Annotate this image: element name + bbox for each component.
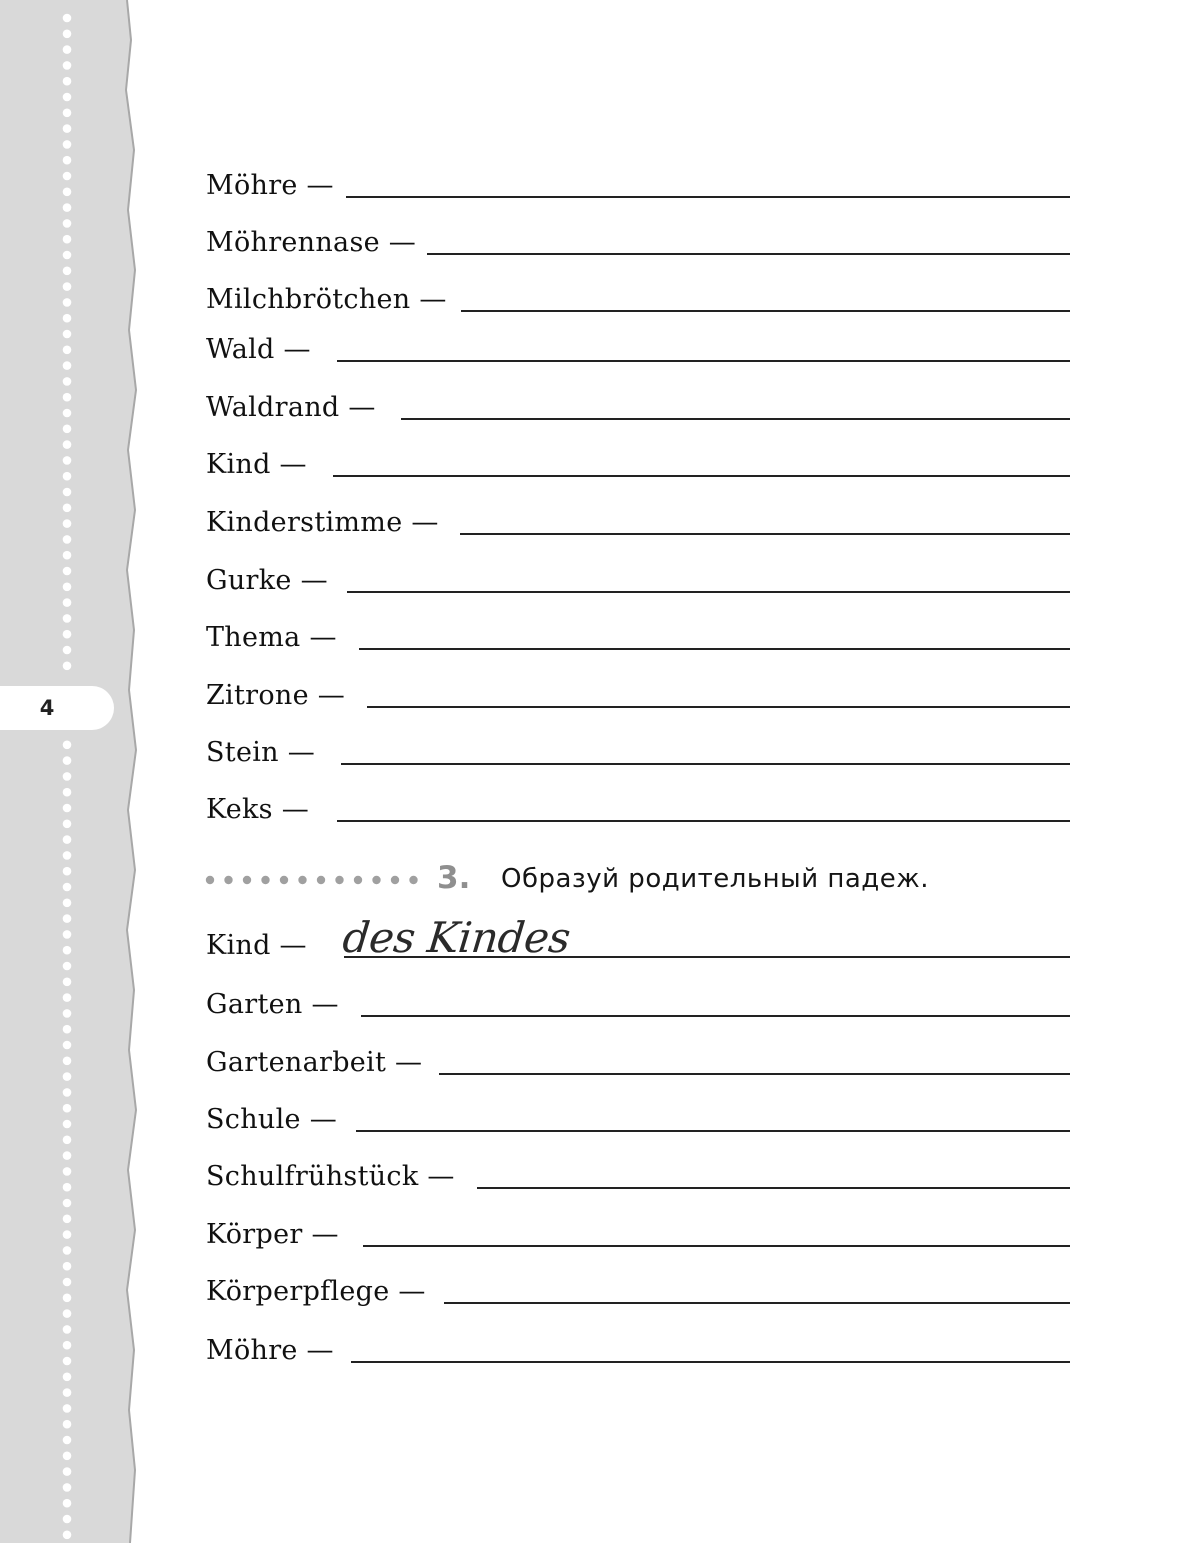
word-label: Gurke — (206, 565, 328, 596)
perforation-dot (63, 1230, 72, 1239)
perforation-dot (63, 899, 72, 908)
perforation-dot (63, 235, 72, 244)
perforation-dot (63, 851, 72, 860)
perforation-dot (63, 393, 72, 402)
task-dots-decoration (205, 875, 430, 885)
answer-line[interactable] (346, 196, 1070, 198)
answer-line[interactable] (347, 591, 1070, 593)
word-label: Thema — (206, 622, 337, 653)
task-dot (335, 876, 343, 884)
perforation-dot (63, 124, 72, 133)
perforation-dot (63, 1041, 72, 1050)
answer-line[interactable] (341, 763, 1070, 765)
perforation-dot (63, 488, 72, 497)
answer-line[interactable] (356, 1130, 1070, 1132)
handwritten-answer: des Kindes (340, 913, 573, 962)
perforation-dot (63, 1294, 72, 1303)
perforation-dot (63, 219, 72, 228)
perforation-dot (63, 346, 72, 355)
word-label: Möhre — (206, 170, 334, 201)
perforation-dot (63, 583, 72, 592)
perforation-dot (63, 1167, 72, 1176)
perforation-dot (63, 1199, 72, 1208)
word-label: Milchbrötchen — (206, 284, 447, 315)
task-dot (391, 876, 399, 884)
perforation-dot (63, 203, 72, 212)
perforation-dot (63, 140, 72, 149)
word-label: Schulfrühstück — (206, 1161, 455, 1192)
perforation-dot (63, 1215, 72, 1224)
answer-line[interactable] (401, 418, 1070, 420)
perforation-dot (63, 172, 72, 181)
perforation-dot (63, 251, 72, 260)
task-dot (224, 876, 232, 884)
perforation-dot (63, 1104, 72, 1113)
perforation-dot (63, 61, 72, 70)
answer-line[interactable] (363, 1245, 1070, 1247)
answer-line[interactable] (333, 475, 1070, 477)
perforation-dot (63, 188, 72, 197)
perforation-dot (63, 1483, 72, 1492)
exercise-row (206, 1266, 1070, 1312)
exercise-row (206, 784, 1070, 830)
perforation-dot (63, 1452, 72, 1461)
perforation-dot (63, 883, 72, 892)
perforation-dot (63, 377, 72, 386)
perforation-dot (63, 1136, 72, 1145)
perforation-dot (63, 1325, 72, 1334)
page-number: 4 (39, 696, 55, 720)
answer-line[interactable] (439, 1073, 1070, 1075)
perforation-dot (63, 440, 72, 449)
perforation-dot (63, 45, 72, 54)
perforation-dot (63, 1025, 72, 1034)
perforation-dot (63, 646, 72, 655)
perforation-dot (63, 978, 72, 987)
word-label: Möhrennase — (206, 227, 417, 258)
answer-line[interactable] (427, 253, 1070, 255)
word-label: Körperpflege — (206, 1276, 426, 1307)
answer-line[interactable] (444, 1302, 1070, 1304)
perforation-dot (63, 1373, 72, 1382)
task-dot (317, 876, 325, 884)
perforation-dot (63, 551, 72, 560)
exercise-row (206, 274, 1070, 320)
perforation-dot (63, 630, 72, 639)
perforation-dot (63, 1341, 72, 1350)
perforation-dot (63, 914, 72, 923)
perforation-dot (63, 867, 72, 876)
perforation-dot (63, 1420, 72, 1429)
perforation-dot (63, 993, 72, 1002)
word-label: Wald — (206, 334, 311, 365)
word-label: Kind — (206, 449, 307, 480)
perforation-dot (63, 77, 72, 86)
perforation-dot (63, 1309, 72, 1318)
word-label: Keks — (206, 794, 310, 825)
perforation-dot (63, 930, 72, 939)
perforation-dot (63, 1072, 72, 1081)
task-dot (243, 876, 251, 884)
perforation-dot (63, 1436, 72, 1445)
exercise-row (206, 670, 1070, 716)
perforation-dot (63, 614, 72, 623)
perforation-dot (63, 30, 72, 39)
perforation-dot (63, 109, 72, 118)
word-label: Schule — (206, 1104, 337, 1135)
exercise-row (206, 979, 1070, 1025)
task-dot (372, 876, 380, 884)
answer-line[interactable] (337, 360, 1070, 362)
perforation-dot (63, 1183, 72, 1192)
perforation-dot (63, 1057, 72, 1066)
task-3-header (205, 858, 1085, 902)
perforation-dot (63, 662, 72, 671)
perforation-dot (63, 1246, 72, 1255)
perforation-dot (63, 425, 72, 434)
exercise-row (206, 324, 1070, 370)
perforation-dot (63, 804, 72, 813)
perforation-dot (63, 1151, 72, 1160)
perforation-dot (63, 1531, 72, 1540)
perforation-dot (63, 282, 72, 291)
perforation-dot (63, 756, 72, 765)
perforation-dot (63, 1467, 72, 1476)
word-label: Kind — (206, 930, 307, 961)
perforation-dot (63, 504, 72, 513)
perforation-dot (63, 361, 72, 370)
exercise-row (206, 555, 1070, 601)
task-dot (298, 876, 306, 884)
perforation-dot (63, 330, 72, 339)
perforation-dot (63, 835, 72, 844)
exercise-row (206, 612, 1070, 658)
word-label: Gartenarbeit — (206, 1047, 423, 1078)
exercise-row (206, 727, 1070, 773)
word-label: Möhre — (206, 1335, 334, 1366)
exercise-row (206, 497, 1070, 543)
perforation-dot (63, 1388, 72, 1397)
word-label: Zitrone — (206, 680, 346, 711)
perforation-dot (63, 567, 72, 576)
perforation-dot (63, 14, 72, 23)
exercise-row (206, 913, 1070, 966)
answer-line[interactable] (460, 533, 1070, 535)
perforation-dot (63, 314, 72, 323)
perforation-dot (63, 456, 72, 465)
perforation-dot (63, 1088, 72, 1097)
perforation-dot (63, 1009, 72, 1018)
word-label: Kinderstimme — (206, 507, 439, 538)
perforation-dot (63, 409, 72, 418)
task-instruction: Образуй родительный падеж. (501, 864, 929, 894)
perforation-dot (63, 772, 72, 781)
page-number-tab (0, 686, 114, 730)
task-dot (354, 876, 362, 884)
perforation-dot (63, 598, 72, 607)
perforation-dot (63, 472, 72, 481)
answer-line[interactable] (361, 1015, 1070, 1017)
exercise-row (206, 1094, 1070, 1140)
task-dot (409, 876, 417, 884)
perforation-dot (63, 1357, 72, 1366)
perforation-dot (63, 156, 72, 165)
exercise-row (206, 1037, 1070, 1083)
exercise-row (206, 217, 1070, 263)
perforation-dot (63, 946, 72, 955)
word-label: Waldrand — (206, 392, 376, 423)
perforation-dot (63, 962, 72, 971)
word-label: Körper — (206, 1219, 339, 1250)
perforation-dot (63, 820, 72, 829)
torn-paper-side-strip (0, 0, 145, 1543)
exercise-row (206, 160, 1070, 206)
perforation-dot (63, 1499, 72, 1508)
exercise-row (206, 1209, 1070, 1255)
task-dot (280, 876, 288, 884)
task-dot (206, 876, 214, 884)
perforation-dot (63, 1515, 72, 1524)
word-label: Garten — (206, 989, 339, 1020)
answer-line[interactable] (477, 1187, 1070, 1189)
exercise-row (206, 382, 1070, 428)
exercise-row (206, 1151, 1070, 1197)
word-label: Stein — (206, 737, 316, 768)
exercise-row (206, 1325, 1070, 1371)
perforation-dot (63, 788, 72, 797)
perforation-dot (63, 1120, 72, 1129)
answer-line[interactable] (337, 820, 1070, 822)
perforation-dot (63, 93, 72, 102)
answer-line[interactable] (367, 706, 1070, 708)
perforation-dot (63, 298, 72, 307)
answer-line[interactable] (461, 310, 1070, 312)
perforation-dot (63, 267, 72, 276)
perforation-dot (63, 1404, 72, 1413)
perforation-dot (63, 741, 72, 750)
perforation-dot (63, 519, 72, 528)
answer-line[interactable] (359, 648, 1070, 650)
task-dot (261, 876, 269, 884)
perforation-dot (63, 1262, 72, 1271)
exercise-row (206, 439, 1070, 485)
perforation-dot (63, 535, 72, 544)
perforation-dot (63, 1278, 72, 1287)
answer-line[interactable] (351, 1361, 1070, 1363)
task-number: 3. (437, 860, 471, 896)
